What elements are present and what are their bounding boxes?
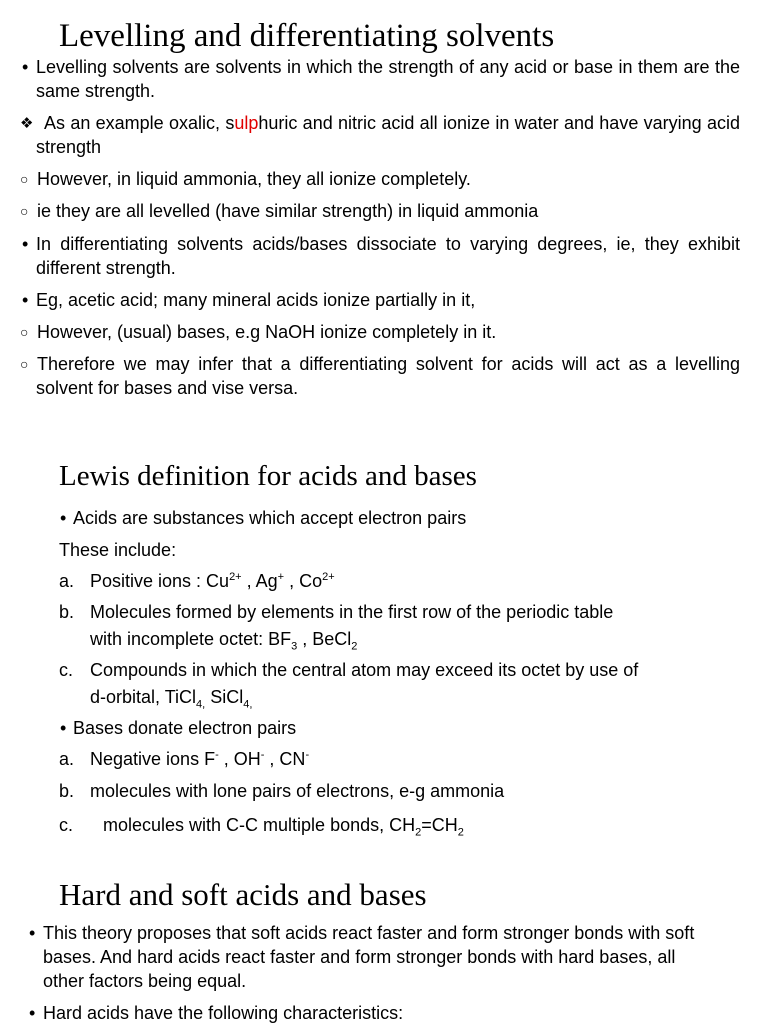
item-text: , Co [284,571,323,591]
item-text: molecules with C-C multiple bonds, CH [103,815,416,835]
circle-bullet-icon: ○ [20,171,29,187]
these-include-label: These include: [59,540,177,560]
subscript: 2 [415,826,422,839]
list-item: However, in liquid ammonia, they all ionize completely. [37,169,471,189]
subscript: 3 [291,640,298,653]
bullet-marker: • [22,290,29,310]
subscript: 2 [351,640,358,653]
item-text: , Ag [241,571,278,591]
list-item-text: huric and nitric acid all ionize in water and have varying acid strength [36,113,740,157]
list-item: Therefore we may infer that a differentiating solvent for acids will act as a levelling solvent for bases and vise versa. [36,354,740,398]
list-item: This theory proposes that soft acids react faster and form stronger bonds with soft bases. And hard acids react faster and form stronger bonds with hard bases, all other factors being equal. [43,923,695,991]
item-text: , OH [218,749,261,769]
circle-bullet-icon: ○ [20,203,29,219]
diamond-bullet-icon: ❖ [20,114,34,132]
list-item-text: As an example oxalic, s [44,113,235,133]
list-letter: c. [59,815,74,835]
subscript: 4, [243,698,253,711]
item-text: =CH [421,815,458,835]
list-item: molecules with lone pairs of electrons, e-g ammonia [90,781,505,801]
charge: - [215,749,219,761]
item-text: Negative ions F [90,749,216,769]
subscript: 2 [457,826,464,839]
list-item: In differentiating solvents acids/bases dissociate to varying degrees, ie, they exhibit different strength. [36,234,740,278]
list-item: Levelling solvents are solvents in which the strength of any acid or base in them are the same strength. [36,57,740,101]
list-letter: a. [59,749,75,769]
item-text: with incomplete octet: BF [90,629,292,649]
list-letter: c. [59,660,74,680]
charge: - [305,749,310,761]
item-text: , CN [264,749,306,769]
bases-definition: Bases donate electron pairs [73,718,297,738]
subscript: 4, [196,698,206,711]
item-text: SiCl [205,687,244,707]
charge: - [260,749,265,761]
bullet-marker: • [22,234,29,254]
bullet-marker: • [60,508,67,528]
slide-title: Hard and soft acids and bases [59,877,427,912]
bullet-marker: • [22,57,29,77]
list-item: Molecules formed by elements in the first row of the periodic table [90,602,614,622]
list-item: Hard acids have the following characteristics: [43,1003,404,1023]
charge: + [277,571,285,583]
list-letter: b. [59,781,75,801]
acids-definition: Acids are substances which accept electron pairs [73,508,467,528]
charge: 2+ [322,571,335,583]
circle-bullet-icon: ○ [20,356,29,372]
list-letter: b. [59,602,75,622]
list-item: However, (usual) bases, e.g NaOH ionize completely in it. [37,322,497,342]
item-text: Positive ions : Cu [90,571,230,591]
bullet-marker: • [60,718,67,738]
slide-title: Levelling and differentiating solvents [59,18,555,54]
item-text: d-orbital, TiCl [90,687,197,707]
highlighted-text: ulp [234,113,259,133]
list-item: Eg, acetic acid; many mineral acids ionize partially in it, [36,290,476,310]
list-item: ie they are all levelled (have similar strength) in liquid ammonia [37,201,539,221]
charge: 2+ [229,571,242,583]
slide-title: Lewis definition for acids and bases [59,460,477,492]
circle-bullet-icon: ○ [20,324,29,340]
list-item: Compounds in which the central atom may exceed its octet by use of [90,660,639,680]
bullet-marker: • [29,1003,36,1023]
item-text: , BeCl [297,629,352,649]
list-letter: a. [59,571,75,591]
bullet-marker: • [29,923,36,943]
